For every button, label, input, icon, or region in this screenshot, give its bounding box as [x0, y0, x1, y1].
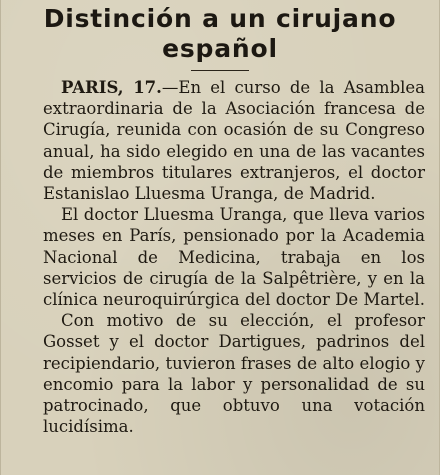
paragraph-1-text: —En el curso de la Asamblea extraordinaria de la Asociación francesa de Cirugía, reunida con ocasión de su Congreso anual, ha sido elegido en una de las vacantes de miembros titulares extranjeros, el doctor Estanislao Lluesma Uranga, de Madrid.	[43, 78, 426, 204]
headline-line-2: español	[162, 34, 278, 63]
headline-line-1: Distinción a un cirujano	[43, 4, 397, 33]
article-paragraph-3: Con motivo de su elección, el profesor Gosset y el doctor Dartigues, padrinos del recipiendario, tuvieron frases de alto elogio y encomio para la labor y personalidad de su patrocinado, que obtuvo una votación lucidísima.	[43, 311, 425, 437]
dateline: PARIS, 17.	[61, 78, 162, 97]
article-headline	[1, 0, 439, 64]
headline-divider	[191, 70, 249, 71]
article-paragraph-1	[43, 77, 425, 204]
article-body	[1, 77, 439, 437]
article-paragraph-2: El doctor Lluesma Uranga, que lleva varios meses en París, pensionado por la Academia Nacional de Medicina, trabaja en los servicios de cirugía de la Salpêtrière, y en la clínica neuroquirúrgica del doctor De Martel.	[43, 205, 425, 310]
